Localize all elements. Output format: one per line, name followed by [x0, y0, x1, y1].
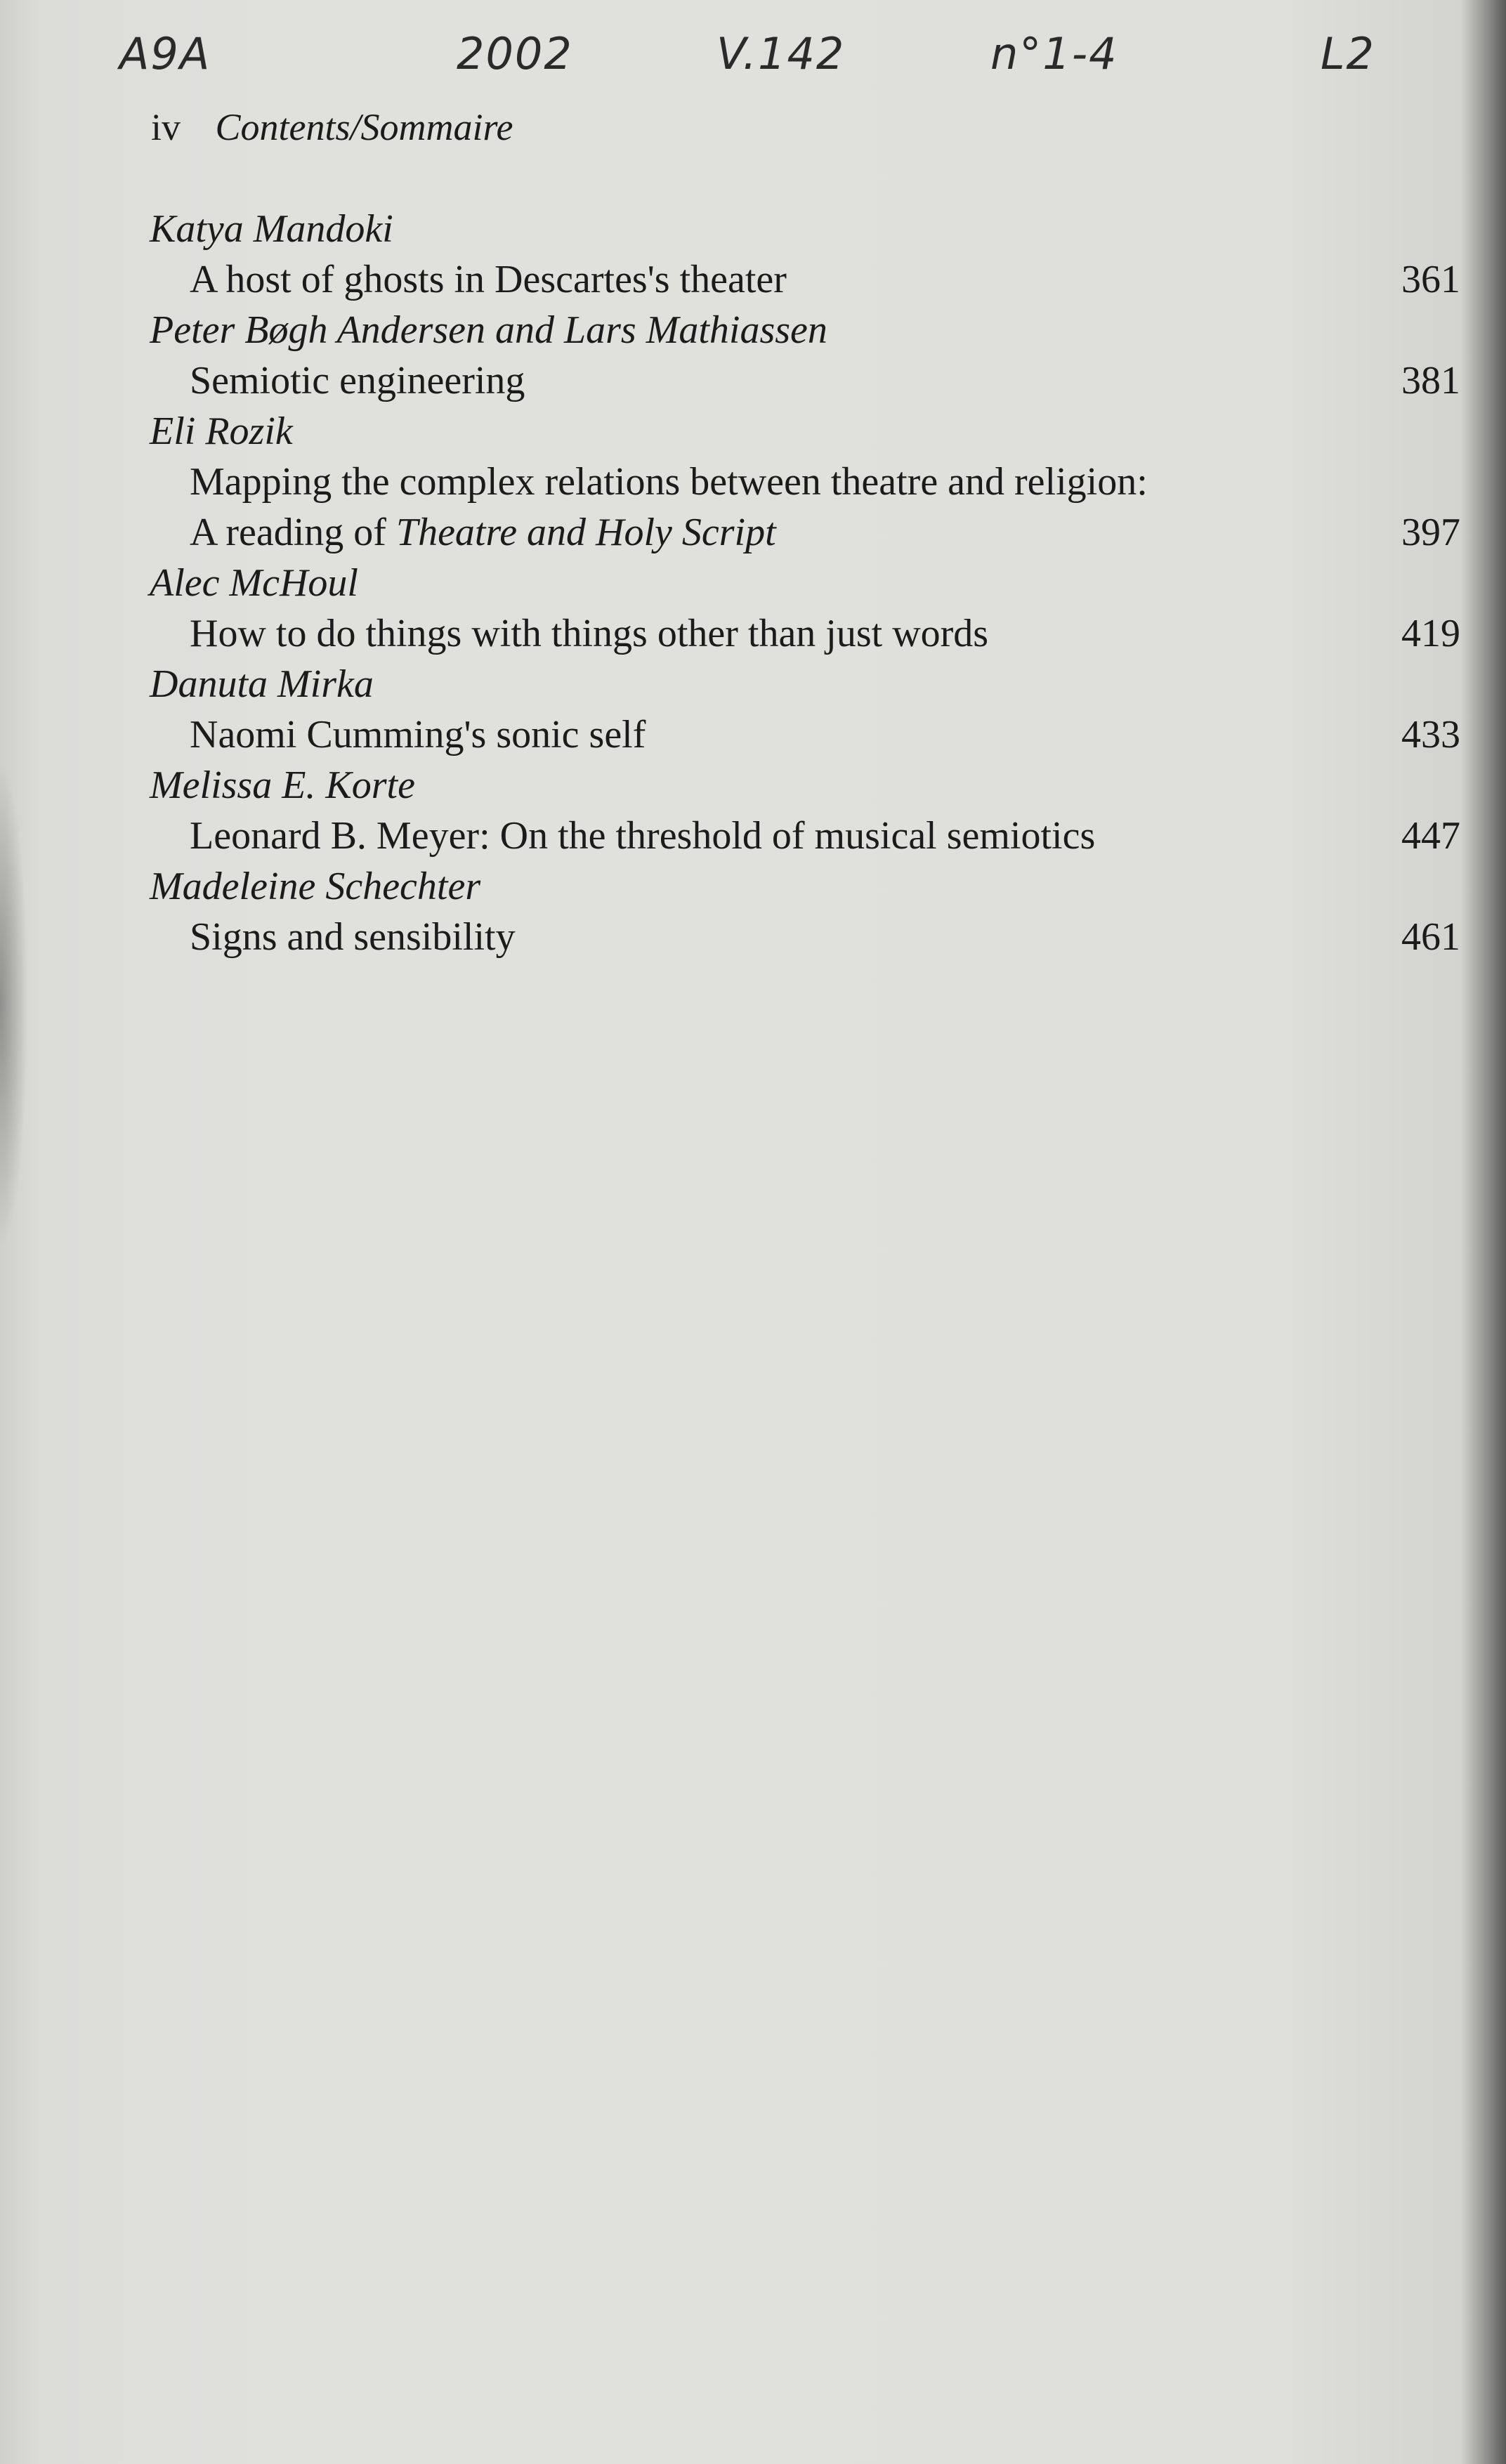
handwritten-location: L2 — [1321, 28, 1375, 79]
toc-title-text: How to do things with things other than just words — [190, 612, 989, 655]
running-head-title: Contents/Sommaire — [215, 106, 513, 148]
toc-author: Peter Bøgh Andersen and Lars Mathiassen — [150, 308, 827, 352]
toc-author: Eli Rozik — [150, 409, 293, 453]
toc-title-line — [0, 811, 1506, 861]
toc-title-text: Signs and sensibility — [190, 915, 516, 959]
toc-page-number: 447 — [1401, 814, 1460, 858]
toc-page-number: 461 — [1401, 915, 1460, 959]
handwritten-volume: V.142 — [716, 28, 846, 79]
toc-page-number: 397 — [1401, 511, 1460, 554]
toc-title-line — [0, 709, 1506, 760]
handwritten-code: A9A — [119, 28, 211, 79]
bleed-through-text — [0, 773, 1506, 2458]
toc-title-line — [0, 457, 1506, 507]
toc-title-text: Semiotic engineering — [190, 359, 525, 402]
page-number-roman: iv — [151, 106, 181, 148]
toc-page-number: 433 — [1401, 713, 1460, 756]
toc-title-line — [0, 355, 1506, 406]
handwritten-year: 2002 — [457, 28, 573, 79]
handwritten-annotation — [0, 28, 1506, 98]
toc-page-number: 419 — [1401, 612, 1460, 655]
toc-author: Melissa E. Korte — [150, 764, 415, 807]
toc-title-line — [0, 912, 1506, 962]
toc-title-text: Theatre and Holy Script — [395, 511, 776, 554]
toc-title-text: Naomi Cumming's sonic self — [190, 713, 646, 756]
toc-entry — [0, 558, 1506, 659]
toc-entry — [0, 204, 1506, 305]
toc-title-line — [0, 507, 1506, 558]
toc-title-text: A host of ghosts in Descartes's theater — [190, 258, 787, 301]
running-head — [151, 105, 513, 149]
toc-title-line — [0, 608, 1506, 659]
toc-title-line — [0, 254, 1506, 305]
toc-entry — [0, 861, 1506, 962]
toc-entry — [0, 659, 1506, 760]
toc-title-text: A reading of — [190, 511, 396, 554]
toc-author: Alec McHoul — [150, 561, 358, 605]
toc-author: Danuta Mirka — [150, 662, 374, 706]
toc-author: Katya Mandoki — [150, 207, 393, 251]
table-of-contents — [0, 204, 1506, 962]
toc-page-number: 361 — [1401, 258, 1460, 301]
toc-author: Madeleine Schechter — [150, 865, 481, 908]
toc-entry — [0, 760, 1506, 861]
toc-title-text: Leonard B. Meyer: On the threshold of musical semiotics — [190, 814, 1096, 858]
toc-entry — [0, 406, 1506, 558]
toc-entry — [0, 305, 1506, 406]
handwritten-issue: n°1-4 — [990, 28, 1118, 79]
toc-page-number: 381 — [1401, 359, 1460, 402]
toc-title-text: Mapping the complex relations between theatre and religion: — [190, 460, 1148, 504]
